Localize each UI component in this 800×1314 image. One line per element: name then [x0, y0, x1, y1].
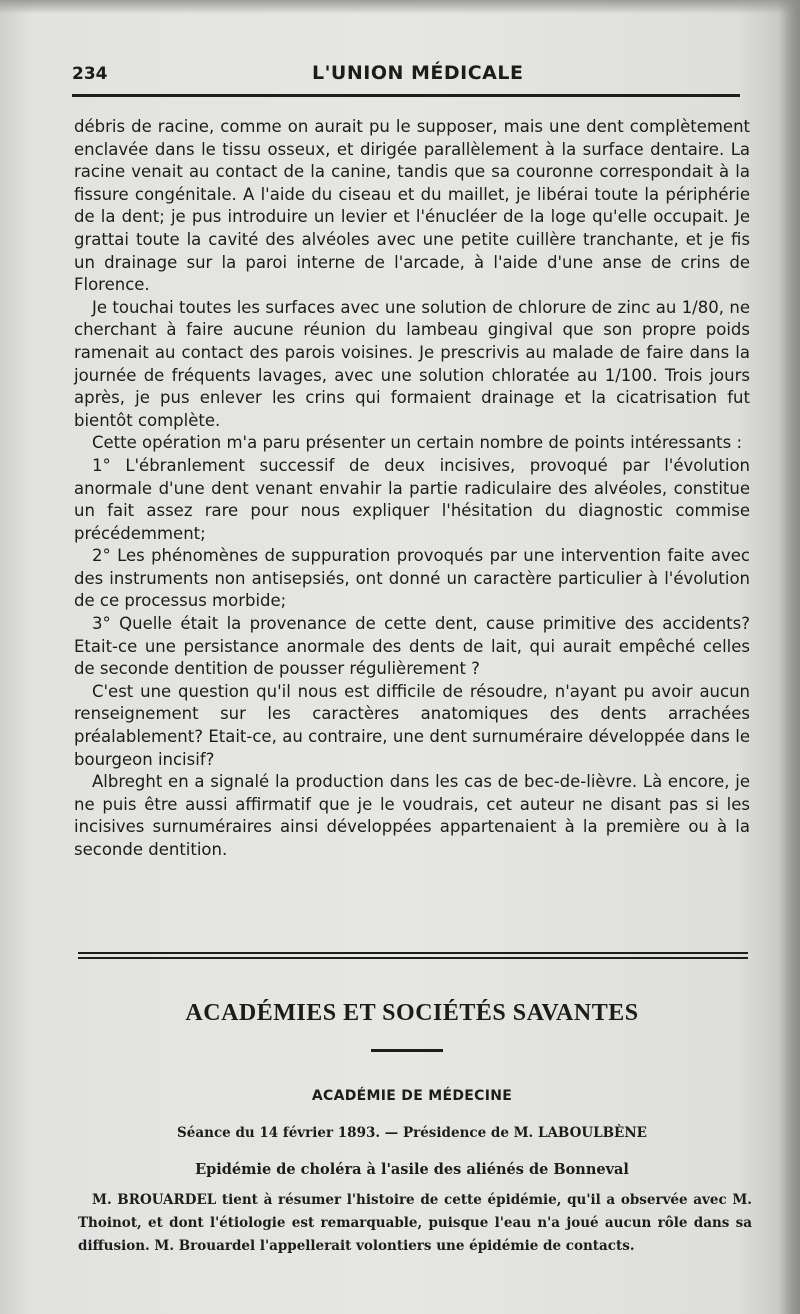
section-divider-bottom: [78, 957, 748, 959]
paragraph-5: 2° Les phénomènes de suppuration provoqués par une intervention faite avec des instruments non antisepsiés, ont donné un caractère particulier à l'évolution de ce processus morbide;: [74, 546, 750, 611]
academy-name: ACADÉMIE DE MÉDECINE: [311, 1088, 513, 1104]
paragraph-4: 1° L'ébranlement successif de deux incisives, provoqué par l'évolution anormale d'une dent venant envahir la partie radiculaire des alvéoles, constitue un fait assez rare pour nous expliquer l'hésitation du diagnostic commise précédemment;: [74, 455, 750, 543]
paragraph-7: C'est une question qu'il nous est difficile de résoudre, n'ayant pu avoir aucun renseignement sur les caractères anatomiques des dents arrachées préalablement? Etait-ce, au contraire, une dent surnuméraire développée dans le bourgeon incisif?: [74, 681, 750, 769]
section-heading: ACADÉMIES ET SOCIÉTÉS SAVANTES: [185, 1000, 639, 1026]
article-body: [74, 116, 750, 862]
paragraph-1: débris de racine, comme on aurait pu le supposer, mais une dent complètement enclavée dans le tissu osseux, et dirigée parallèlement à la surface dentaire. La racine venait au contact de la canine, tandis que sa couronne correspondait à la fissure congénitale. A l'aide du ciseau et du maillet, je libérai toute la périphérie de la dent; je pus introduire un levier et l'énucléer de la loge qu'elle occupait. Je grattai toute la cavité des alvéoles avec une petite cuillère tranchante, et je fis un drainage sur la paroi interne de l'arcade, à l'aide d'une anse de crins de Florence.: [74, 117, 750, 295]
journal-title: L'UNION MÉDICALE: [312, 62, 524, 84]
paragraph-6: 3° Quelle était la provenance de cette dent, cause primitive des accidents? Etait-ce une persistance anormale des dents de lait, qui aurait empêché celles de seconde dentition de pousser régulièrement ?: [74, 614, 750, 679]
running-head: [72, 60, 752, 90]
header-rule: [72, 94, 740, 97]
paragraph-2: Je touchai toutes les surfaces avec une solution de chlorure de zinc au 1/80, ne cherchant à faire aucune réunion du lambeau gingival que son propre poids ramenait au contact des parois voisines. Je prescrivis au malade de faire dans la journée de fréquents lavages, avec une solution chloratée au 1/100. Trois jours après, je pus enlever les crins qui formaient drainage et la cicatrisation fut bientôt complète.: [74, 297, 750, 430]
section-divider-top: [78, 952, 748, 954]
heading-short-rule: [371, 1049, 443, 1052]
paragraph-8: Albreght en a signalé la production dans les cas de bec-de-lièvre. Là encore, je ne puis être aussi affirmatif que je le voudrais, cet auteur ne disant pas si les incisives surnuméraires ainsi développées appartenaient à la première ou à la seconde dentition.: [74, 772, 750, 859]
page-number: 234: [72, 64, 108, 84]
report-title: Epidémie de choléra à l'asile des aliénés de Bonneval: [195, 1161, 629, 1178]
paragraph-3: Cette opération m'a paru présenter un certain nombre de points intéressants :: [92, 433, 743, 453]
report-text: M. BROUARDEL tient à résumer l'histoire de cette épidémie, qu'il a observée avec M. Thoinot, et dont l'étiologie est remarquable, puisque l'eau n'a joué aucun rôle dans sa diffusion. M. Brouardel l'appellerait volontiers une épidémie de contacts.: [78, 1192, 752, 1254]
session-line: Séance du 14 février 1893. — Présidence de M. LABOULBÈNE: [177, 1125, 647, 1141]
